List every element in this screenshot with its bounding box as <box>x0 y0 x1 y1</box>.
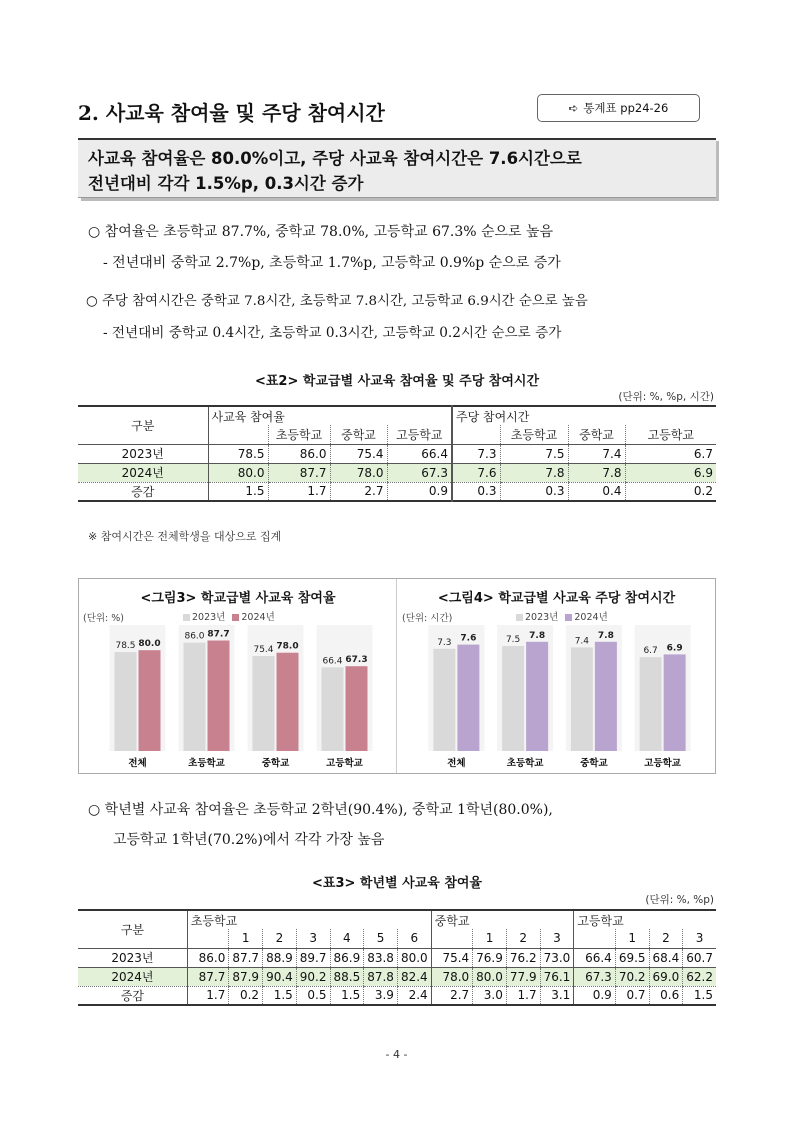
table2-unit: (단위: %, %p, 시간) <box>618 391 714 403</box>
table-row <box>78 482 716 501</box>
legend-label: 2024년 <box>241 612 275 623</box>
table-row <box>78 986 716 1005</box>
table-cell: 0.5 <box>296 986 330 1005</box>
table-cell: 77.9 <box>506 967 540 986</box>
data-label: 80.0 <box>138 639 161 650</box>
table-cell: 76.1 <box>540 967 574 986</box>
table-cell: 67.3 <box>574 967 616 986</box>
table-cell: 83.8 <box>364 948 398 967</box>
bar-2023년 <box>253 656 275 751</box>
table3-group-high: 고등학교 <box>574 910 716 929</box>
table-cell: 66.4 <box>574 948 616 967</box>
table-row <box>78 948 716 967</box>
table3-grade-label: 2 <box>506 929 540 948</box>
data-label: 7.4 <box>574 636 590 647</box>
table2-row-label: 2023년 <box>121 447 164 461</box>
table2-sub-middle: 중학교 <box>330 425 387 444</box>
table3-grade-label: 2 <box>263 929 297 948</box>
bar-2023년 <box>322 667 344 751</box>
table3-sub-blank <box>431 929 473 948</box>
table3-grade-label: 3 <box>296 929 330 948</box>
bar-2024년 <box>277 653 299 751</box>
table-cell: 75.4 <box>431 948 473 967</box>
bar-2023년 <box>115 652 137 751</box>
bar-2023년 <box>502 646 524 751</box>
table-cell: 76.9 <box>473 948 507 967</box>
table-cell: 80.0 <box>208 463 268 482</box>
bar-2023년 <box>433 649 455 751</box>
category-label: 고등학교 <box>644 758 681 769</box>
table-cell: 68.4 <box>649 948 683 967</box>
bullet-grade-participation: ○ 학년별 사교육 참여율은 초등학교 2학년(90.4%), 중학교 1학년(80.0%), <box>88 802 553 818</box>
table-cell: 67.3 <box>387 463 452 482</box>
table-cell: 1.5 <box>683 986 716 1005</box>
table-cell: 73.0 <box>540 948 574 967</box>
arrow-icon: ➪ <box>568 101 579 115</box>
table3-row-label: 2023년 <box>111 951 154 965</box>
table-cell: 87.8 <box>364 967 398 986</box>
table2-group-participation: 사교육 참여율 <box>208 406 452 425</box>
data-label: 78.0 <box>276 641 299 652</box>
table3-grade-label: 3 <box>683 929 716 948</box>
bar-2023년 <box>571 647 593 751</box>
section-title: 2. 사교육 참여율 및 주당 참여시간 <box>78 101 385 125</box>
table3-sub-blank <box>187 929 229 948</box>
chart-unit: (단위: 시간) <box>402 613 453 624</box>
category-label: 중학교 <box>580 758 608 769</box>
table-cell: 6.9 <box>625 463 716 482</box>
table-cell: 2.7 <box>330 482 387 501</box>
table-cell: 3.1 <box>540 986 574 1005</box>
table3-grade-label: 5 <box>364 929 398 948</box>
page-number: - 4 - <box>385 1048 408 1061</box>
table2-group-hours: 주당 참여시간 <box>452 406 716 425</box>
bar-2024년 <box>595 642 617 751</box>
table3-grade-label: 3 <box>540 929 574 948</box>
summary-line-1: 사교육 참여율은 80.0%이고, 주당 사교육 참여시간은 7.6시간으로 <box>88 149 582 168</box>
table-row <box>78 463 716 482</box>
table-cell: 7.8 <box>500 463 568 482</box>
table-cell: 0.2 <box>229 986 263 1005</box>
bar-2023년 <box>640 657 662 751</box>
chart-title: <그림3> 학교급별 사교육 참여율 <box>140 591 336 606</box>
chart-weekly-hours <box>398 579 715 773</box>
table3-row-label: 2024년 <box>78 967 187 986</box>
table-cell: 78.5 <box>208 444 268 463</box>
table-cell: 2.4 <box>397 986 431 1005</box>
table3-grade-label: 6 <box>397 929 431 948</box>
table-cell: 70.2 <box>615 967 649 986</box>
bar-2024년 <box>664 654 686 751</box>
category-label: 초등학교 <box>188 758 225 769</box>
table-cell: 7.6 <box>452 463 500 482</box>
table3-grade-label: 4 <box>330 929 364 948</box>
table-cell: 6.7 <box>625 444 716 463</box>
summary-line-2: 전년대비 각각 1.5%p, 0.3시간 증가 <box>88 174 364 193</box>
table-cell: 80.0 <box>473 967 507 986</box>
summary-box <box>78 138 716 198</box>
table-cell: 69.5 <box>615 948 649 967</box>
category-label: 전체 <box>447 758 466 769</box>
data-label: 7.8 <box>597 630 614 641</box>
category-label: 전체 <box>128 758 147 769</box>
data-label: 86.0 <box>184 631 205 642</box>
bar-2024년 <box>457 645 479 751</box>
table-cell: 66.4 <box>387 444 452 463</box>
bullet-weekly-hours: ○ 주당 참여시간은 중학교 7.8시간, 초등학교 7.8시간, 고등학교 6.9시간 순으로 높음 <box>86 294 588 309</box>
table-row <box>78 967 716 986</box>
data-label: 7.5 <box>505 635 521 645</box>
table3-header-label: 구분 <box>78 910 187 948</box>
table3-grade-label: 2 <box>649 929 683 948</box>
table3-sub-blank <box>574 929 616 948</box>
legend-label: 2024년 <box>574 612 608 623</box>
table-cell: 1.5 <box>208 482 268 501</box>
table-cell: 0.6 <box>649 986 683 1005</box>
table-cell: 0.3 <box>500 482 568 501</box>
table-cell: 87.7 <box>268 463 330 482</box>
table-cell: 0.4 <box>568 482 625 501</box>
bar-2024년 <box>346 666 368 751</box>
data-label: 6.9 <box>666 643 683 654</box>
figure-panel <box>78 578 716 774</box>
table-cell: 0.9 <box>574 986 616 1005</box>
table2-row-label: 증감 <box>131 484 155 499</box>
bar-2024년 <box>139 650 161 751</box>
table2-sub-high-hours: 고등학교 <box>625 425 716 444</box>
table-cell: 78.0 <box>431 967 473 986</box>
table2-header-label: 구분 <box>78 406 208 444</box>
table3-grade-label: 1 <box>229 929 263 948</box>
data-label: 67.3 <box>345 655 368 666</box>
table-cell: 1.5 <box>263 986 297 1005</box>
table-cell: 1.5 <box>330 986 364 1005</box>
table-cell: 2.7 <box>431 986 473 1005</box>
table-cell: 86.9 <box>330 948 364 967</box>
table-cell: 86.0 <box>268 444 330 463</box>
table3-group-middle: 중학교 <box>431 910 574 929</box>
source-reference-link[interactable] <box>537 94 700 122</box>
table2-note: ※ 참여시간은 전체학생을 대상으로 집계 <box>88 530 282 543</box>
chart-unit: (단위: %) <box>83 613 125 624</box>
source-reference-label: 통계표 pp24-26 <box>583 101 669 115</box>
table-cell: 7.5 <box>500 444 568 463</box>
table3-unit: (단위: %, %p) <box>645 894 714 906</box>
data-label: 66.4 <box>322 656 343 667</box>
data-label: 75.4 <box>253 644 274 655</box>
table-cell: 75.4 <box>330 444 387 463</box>
table-cell: 87.7 <box>229 948 263 967</box>
chart-plot <box>79 579 397 773</box>
table-cell: 0.3 <box>452 482 500 501</box>
chart-title: <그림4> 학교급별 사교육 주당 참여시간 <box>437 591 676 606</box>
table2 <box>78 405 716 502</box>
table-cell: 89.7 <box>296 948 330 967</box>
table-row <box>78 444 716 463</box>
table-cell: 1.7 <box>187 986 229 1005</box>
data-label: 7.3 <box>437 637 452 648</box>
table-cell: 69.0 <box>649 967 683 986</box>
chart-participation-rate <box>79 579 397 773</box>
table2-caption: <표2> 학교급별 사교육 참여율 및 주당 참여시간 <box>254 374 540 389</box>
table-cell: 1.7 <box>268 482 330 501</box>
table-cell: 0.2 <box>625 482 716 501</box>
table-cell: 88.9 <box>263 948 297 967</box>
category-label: 고등학교 <box>326 758 363 769</box>
data-label: 6.7 <box>643 646 658 657</box>
data-label: 87.7 <box>207 629 230 640</box>
table-cell: 7.3 <box>452 444 500 463</box>
bar-2023년 <box>184 643 206 751</box>
table2-sub-elementary: 초등학교 <box>268 425 330 444</box>
table-cell: 0.7 <box>615 986 649 1005</box>
data-label: 78.5 <box>115 641 136 652</box>
table-cell: 7.8 <box>568 463 625 482</box>
bullet-weekly-hours-sub: - 전년대비 중학교 0.4시간, 초등학교 0.3시간, 고등학교 0.2시간 순으로 증가 <box>103 325 562 341</box>
table-cell: 60.7 <box>683 948 716 967</box>
bar-2024년 <box>526 642 548 751</box>
table-cell: 80.0 <box>397 948 431 967</box>
table3-grade-label: 1 <box>473 929 507 948</box>
table-cell: 1.7 <box>506 986 540 1005</box>
table2-sub-middle-hours: 중학교 <box>568 425 625 444</box>
table-cell: 3.0 <box>473 986 507 1005</box>
legend-label: 2023년 <box>192 612 226 623</box>
table2-row-label: 2024년 <box>78 463 208 482</box>
table-cell: 87.7 <box>187 967 229 986</box>
table2-sub-high: 고등학교 <box>387 425 452 444</box>
table3-caption: <표3> 학년별 사교육 참여율 <box>312 876 482 891</box>
table3 <box>78 909 716 1006</box>
table3-row-label: 증감 <box>120 988 145 1003</box>
table-cell: 90.2 <box>296 967 330 986</box>
table-cell: 3.9 <box>364 986 398 1005</box>
bullet-participation-rate-sub: - 전년대비 중학교 2.7%p, 초등학교 1.7%p, 고등학교 0.9%p 순으로 증가 <box>103 255 561 271</box>
table-cell: 90.4 <box>263 967 297 986</box>
table3-group-elementary: 초등학교 <box>187 910 431 929</box>
category-label: 중학교 <box>261 758 290 769</box>
table-cell: 76.2 <box>506 948 540 967</box>
legend-label: 2023년 <box>525 612 559 623</box>
table2-sub-elementary-hours: 초등학교 <box>500 425 568 444</box>
table3-grade-label: 1 <box>615 929 649 948</box>
bar-2024년 <box>208 640 230 751</box>
table-cell: 88.5 <box>330 967 364 986</box>
bullet-grade-participation-line2: 고등학교 1학년(70.2%)에서 각각 가장 높음 <box>113 832 385 848</box>
table-cell: 86.0 <box>187 948 229 967</box>
table-cell: 87.9 <box>229 967 263 986</box>
table-cell: 82.4 <box>397 967 431 986</box>
data-label: 7.6 <box>460 633 477 644</box>
chart-plot <box>398 579 715 773</box>
table-cell: 78.0 <box>330 463 387 482</box>
data-label: 7.8 <box>529 630 546 641</box>
bullet-participation-rate: ○ 참여율은 초등학교 87.7%, 중학교 78.0%, 고등학교 67.3% 순으로 높음 <box>88 224 554 240</box>
category-label: 초등학교 <box>506 758 544 769</box>
table-cell: 0.9 <box>387 482 452 501</box>
table-cell: 62.2 <box>683 967 716 986</box>
table-cell: 7.4 <box>568 444 625 463</box>
